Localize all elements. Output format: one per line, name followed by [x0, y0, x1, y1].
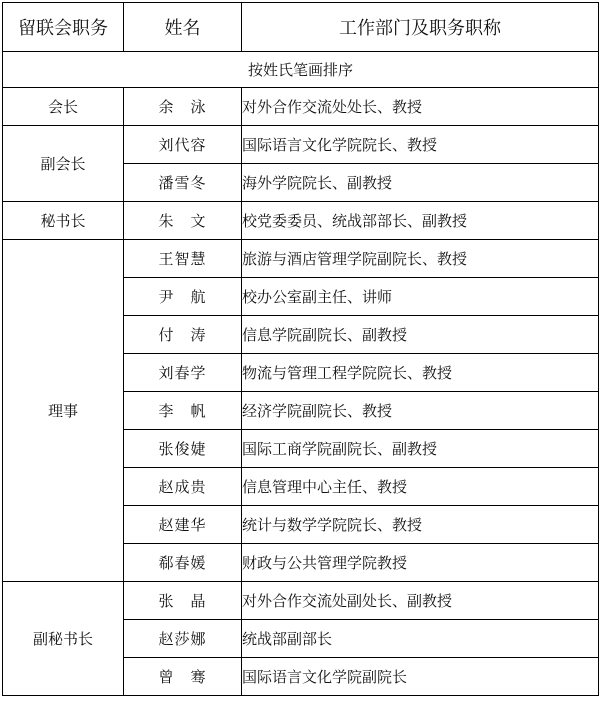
member-name: 付 涛: [124, 316, 242, 354]
header-department: 工作部门及职务职称: [242, 3, 599, 52]
sort-note-row: [3, 52, 599, 88]
member-department: 财政与公共管理学院教授: [242, 544, 599, 582]
member-name: 刘春学: [124, 354, 242, 392]
header-row: [3, 3, 599, 52]
roster-body: [3, 52, 599, 696]
table-row: [3, 126, 599, 164]
member-name: 赵莎娜: [124, 620, 242, 658]
roster-table: [2, 2, 599, 696]
table-row: [3, 240, 599, 278]
member-name: 张俊婕: [124, 430, 242, 468]
position-cell: 副会长: [3, 126, 124, 202]
member-department: 国际工商学院副院长、副教授: [242, 430, 599, 468]
member-department: 信息管理中心主任、教授: [242, 468, 599, 506]
member-name: 赵建华: [124, 506, 242, 544]
member-name: 尹 航: [124, 278, 242, 316]
header-position: 留联会职务: [3, 3, 124, 52]
sort-note: 按姓氏笔画排序: [3, 52, 599, 88]
member-name: 李 帆: [124, 392, 242, 430]
member-name: 郗春媛: [124, 544, 242, 582]
member-department: 统计与数学学院院长、教授: [242, 506, 599, 544]
table-row: [3, 88, 599, 126]
position-cell: 秘书长: [3, 202, 124, 240]
member-department: 统战部副部长: [242, 620, 599, 658]
member-name: 曾 骞: [124, 658, 242, 696]
member-department: 信息学院副院长、副教授: [242, 316, 599, 354]
member-name: 潘雪冬: [124, 164, 242, 202]
member-name: 朱 文: [124, 202, 242, 240]
member-department: 旅游与酒店管理学院副院长、教授: [242, 240, 599, 278]
member-department: 对外合作交流处副处长、副教授: [242, 582, 599, 620]
member-department: 海外学院院长、副教授: [242, 164, 599, 202]
member-name: 张 晶: [124, 582, 242, 620]
member-name: 刘代容: [124, 126, 242, 164]
table-row: [3, 202, 599, 240]
member-department: 校党委委员、统战部部长、副教授: [242, 202, 599, 240]
header-name: 姓名: [124, 3, 242, 52]
member-department: 校办公室副主任、讲师: [242, 278, 599, 316]
member-department: 国际语言文化学院院长、教授: [242, 126, 599, 164]
table-row: [3, 582, 599, 620]
position-cell: 理事: [3, 240, 124, 582]
member-department: 经济学院副院长、教授: [242, 392, 599, 430]
member-name: 余 泳: [124, 88, 242, 126]
member-department: 对外合作交流处处长、教授: [242, 88, 599, 126]
member-department: 物流与管理工程学院院长、教授: [242, 354, 599, 392]
position-cell: 会长: [3, 88, 124, 126]
position-cell: 副秘书长: [3, 582, 124, 696]
member-name: 赵成贵: [124, 468, 242, 506]
member-name: 王智慧: [124, 240, 242, 278]
member-department: 国际语言文化学院副院长: [242, 658, 599, 696]
